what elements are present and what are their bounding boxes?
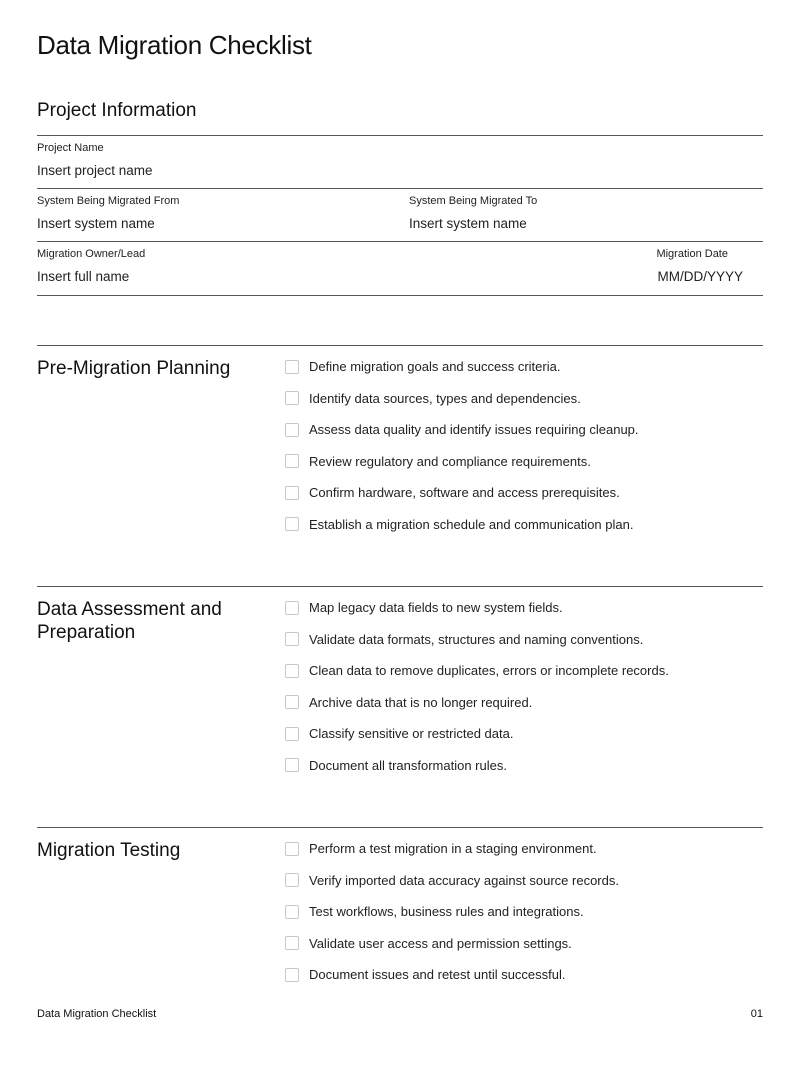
checklist-item (285, 509, 639, 541)
to-system-label: System Being Migrated To (409, 195, 538, 207)
page-title: Data Migration Checklist (37, 30, 312, 60)
footer-title: Data Migration Checklist (37, 1008, 157, 1020)
checklist-item (285, 833, 619, 865)
divider (37, 188, 763, 189)
checkbox[interactable] (285, 695, 299, 709)
checklist-item-label: Validate data formats, structures and naming conventions. (309, 631, 644, 647)
checkbox[interactable] (285, 632, 299, 646)
checklist-item-label: Validate user access and permission settings. (309, 935, 572, 951)
checkbox[interactable] (285, 423, 299, 437)
checklist-item-label: Identify data sources, types and dependencies. (309, 390, 581, 406)
project-name-label: Project Name (37, 142, 104, 154)
checklist-item-label: Confirm hardware, software and access prerequisites. (309, 485, 620, 501)
project-info-heading: Project Information (37, 100, 197, 121)
checklist-item (285, 446, 639, 478)
checklist-item (285, 655, 669, 687)
project-name-field[interactable]: Insert project name (37, 163, 153, 178)
checkbox[interactable] (285, 454, 299, 468)
checkbox[interactable] (285, 873, 299, 887)
checkbox[interactable] (285, 727, 299, 741)
checklist-section (37, 345, 763, 586)
checklist-section (37, 586, 763, 827)
checklist (285, 592, 669, 781)
checklist-item (285, 592, 669, 624)
checklist-item-label: Map legacy data fields to new system fields. (309, 600, 563, 616)
checkbox[interactable] (285, 664, 299, 678)
checkbox[interactable] (285, 842, 299, 856)
checklist-item (285, 477, 639, 509)
checklist-item-label: Assess data quality and identify issues requiring cleanup. (309, 422, 639, 438)
checkbox[interactable] (285, 601, 299, 615)
checkbox[interactable] (285, 517, 299, 531)
checklist (285, 833, 619, 991)
checklist-item-label: Define migration goals and success criteria. (309, 359, 561, 375)
checklist (285, 351, 639, 540)
checklist-item (285, 896, 619, 928)
checklist-item-label: Test workflows, business rules and integrations. (309, 904, 584, 920)
date-label: Migration Date (656, 248, 728, 260)
date-field[interactable]: MM/DD/YYYY (657, 269, 743, 284)
checklist-item (285, 414, 639, 446)
checklist-item (285, 928, 619, 960)
checklist-item (285, 959, 619, 991)
checklist-section (37, 827, 763, 1068)
divider (37, 295, 763, 296)
checkbox[interactable] (285, 486, 299, 500)
checkbox[interactable] (285, 936, 299, 950)
checklist-item-label: Verify imported data accuracy against source records. (309, 872, 619, 888)
section-heading: Data Assessment and Preparation (37, 599, 222, 643)
checklist-item (285, 750, 669, 782)
divider (37, 241, 763, 242)
checkbox[interactable] (285, 905, 299, 919)
checklist-item (285, 624, 669, 656)
checkbox[interactable] (285, 360, 299, 374)
from-system-field[interactable]: Insert system name (37, 216, 155, 231)
checklist-item (285, 718, 669, 750)
owner-field[interactable]: Insert full name (37, 269, 130, 284)
checklist-item-label: Document all transformation rules. (309, 757, 507, 773)
section-heading: Pre-Migration Planning (37, 358, 231, 379)
checkbox[interactable] (285, 968, 299, 982)
checklist-item-label: Perform a test migration in a staging environment. (309, 841, 597, 857)
checkbox[interactable] (285, 758, 299, 772)
checklist-item (285, 687, 669, 719)
checklist-item-label: Clean data to remove duplicates, errors or incomplete records. (309, 663, 669, 679)
checklist-item-label: Document issues and retest until successful. (309, 967, 566, 983)
section-heading: Migration Testing (37, 840, 181, 861)
from-system-label: System Being Migrated From (37, 195, 180, 207)
page-number: 01 (750, 1008, 763, 1020)
checklist-item (285, 865, 619, 897)
checklist-item-label: Review regulatory and compliance requirements. (309, 453, 591, 469)
checklist-item-label: Classify sensitive or restricted data. (309, 726, 514, 742)
to-system-field[interactable]: Insert system name (409, 216, 527, 231)
checkbox[interactable] (285, 391, 299, 405)
owner-label: Migration Owner/Lead (37, 248, 146, 260)
checklist-item-label: Establish a migration schedule and communication plan. (309, 516, 634, 532)
checklist-item-label: Archive data that is no longer required. (309, 694, 533, 710)
checklist-item (285, 351, 639, 383)
divider (37, 135, 763, 136)
checklist-item (285, 383, 639, 415)
